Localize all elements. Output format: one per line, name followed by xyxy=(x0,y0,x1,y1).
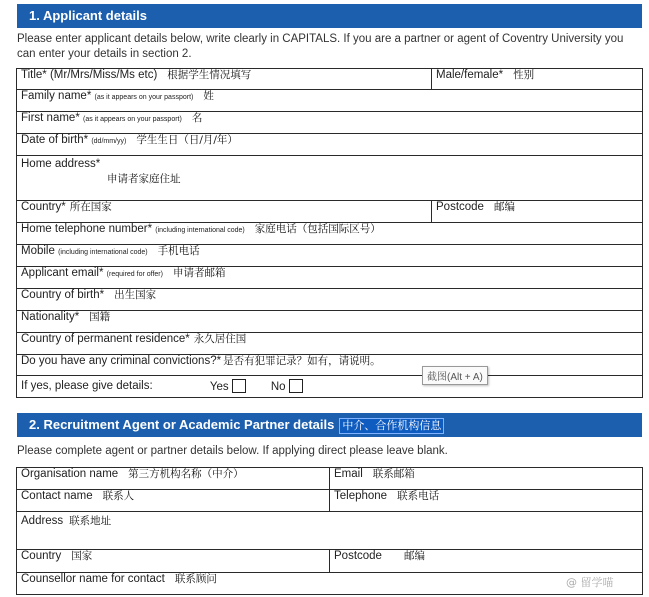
counsellor-field[interactable] xyxy=(17,573,643,595)
agent-email-field[interactable] xyxy=(330,468,643,490)
agent-address-label: Address xyxy=(21,515,64,527)
section2-intro: Please complete agent or partner details below. If applying direct please leave blank. xyxy=(17,445,448,457)
section1-heading-text: 1. Applicant details xyxy=(29,8,147,23)
email-cn: 申请者邮箱 xyxy=(172,267,226,279)
title-cn: 根据学生情况填写 xyxy=(167,69,252,81)
no-label: No xyxy=(270,380,286,393)
country-of-birth-label: Country of birth* xyxy=(21,289,105,301)
mobile-cn: 手机电话 xyxy=(157,245,200,257)
watermark: @ 留学喵 xyxy=(566,576,614,589)
org-field[interactable] xyxy=(17,468,330,490)
convictions-field[interactable] xyxy=(17,355,643,376)
convictions-cn: 是否有犯罪记录？如有，请说明。 xyxy=(223,355,381,367)
contact-field[interactable] xyxy=(17,490,330,512)
first-name-label: First name* xyxy=(21,112,80,124)
dob-field[interactable] xyxy=(17,134,643,156)
gender-label: Male/female* xyxy=(436,69,504,81)
family-name-hint: (as it appears on your passport) xyxy=(94,94,194,101)
section2-heading-cn: 中介、合作机构信息 xyxy=(342,419,442,432)
home-phone-field[interactable] xyxy=(17,223,643,245)
agent-country-cn: 国家 xyxy=(71,550,93,562)
home-address-label: Home address* xyxy=(21,158,101,170)
email-label: Applicant email* xyxy=(21,267,104,279)
dob-label: Date of birth* xyxy=(21,134,89,146)
agent-email-label: Email xyxy=(334,468,363,480)
agent-postcode-label: Postcode xyxy=(334,550,382,562)
convictions-label: Do you have any criminal convictions?* xyxy=(21,355,222,367)
no-option[interactable] xyxy=(271,381,303,393)
counsellor-cn: 联系顾问 xyxy=(174,573,217,585)
postcode-label: Postcode xyxy=(436,201,484,213)
contact-cn: 联系人 xyxy=(102,490,135,502)
agent-address-cn: 联系地址 xyxy=(69,515,112,527)
home-address-cn: 申请者家庭住址 xyxy=(107,173,181,185)
country-of-birth-cn: 出生国家 xyxy=(114,289,157,301)
gender-cn: 性别 xyxy=(513,69,535,81)
postcode-field[interactable] xyxy=(432,201,643,223)
agent-postcode-field[interactable] xyxy=(330,550,643,573)
country-cn: 所在国家 xyxy=(69,201,112,213)
agent-email-cn: 联系邮箱 xyxy=(372,468,415,480)
yes-checkbox[interactable] xyxy=(232,379,246,393)
counsellor-label: Counsellor name for contact xyxy=(21,573,165,585)
country-label: Country* xyxy=(21,201,66,213)
title-label: Title* (Mr/Mrs/Miss/Ms etc) xyxy=(21,69,158,81)
home-address-field[interactable] xyxy=(17,156,643,201)
org-label: Organisation name xyxy=(21,468,119,480)
dob-cn: 学生生日（日/月/年） xyxy=(136,134,238,146)
agent-phone-cn: 联系电话 xyxy=(397,490,440,502)
family-name-label: Family name* xyxy=(21,90,92,102)
residence-cn: 永久居住国 xyxy=(193,333,247,345)
no-checkbox[interactable] xyxy=(289,379,303,393)
residence-field[interactable] xyxy=(17,333,643,355)
family-name-cn: 姓 xyxy=(203,90,214,102)
yes-option[interactable] xyxy=(210,381,249,393)
nationality-field[interactable] xyxy=(17,311,643,333)
email-field[interactable] xyxy=(17,267,643,289)
agent-address-field[interactable] xyxy=(17,512,643,550)
details-field[interactable] xyxy=(17,376,643,398)
section1-intro: Please enter applicant details below, write clearly in CAPITALS. If you are a partner or agent of Coventry University you can enter your details in section 2. xyxy=(17,33,624,60)
postcode-cn: 邮编 xyxy=(493,201,515,213)
yes-label: Yes xyxy=(209,380,229,393)
title-field[interactable] xyxy=(17,69,432,90)
mobile-field[interactable] xyxy=(17,245,643,267)
nationality-label: Nationality* xyxy=(21,311,80,323)
agent-phone-field[interactable] xyxy=(330,490,643,512)
email-hint: (required for offer) xyxy=(106,271,163,278)
residence-label: Country of permanent residence* xyxy=(21,333,190,345)
mobile-hint: (including international code) xyxy=(58,249,148,256)
first-name-hint: (as it appears on your passport) xyxy=(83,116,182,123)
first-name-field[interactable] xyxy=(17,112,643,134)
country-field[interactable] xyxy=(17,201,432,223)
mobile-label: Mobile xyxy=(21,245,55,257)
org-cn: 第三方机构名称（中介） xyxy=(128,468,244,480)
gender-field[interactable] xyxy=(432,69,643,90)
agent-details-table xyxy=(16,467,643,595)
applicant-details-table xyxy=(16,68,643,398)
section2-heading xyxy=(17,413,642,437)
family-name-field[interactable] xyxy=(17,90,643,112)
section1-heading xyxy=(17,4,642,28)
agent-postcode-cn: 邮编 xyxy=(403,550,425,562)
dob-hint: (dd/mm/yy) xyxy=(91,138,127,145)
agent-phone-label: Telephone xyxy=(334,490,388,502)
screenshot-tooltip: 截图(Alt + A) xyxy=(422,366,488,385)
contact-label: Contact name xyxy=(21,490,93,502)
home-phone-cn: 家庭电话（包括国际区号） xyxy=(254,223,381,235)
home-phone-hint: (including international code) xyxy=(155,227,245,234)
details-label: If yes, please give details: xyxy=(21,380,153,393)
country-of-birth-field[interactable] xyxy=(17,289,643,311)
home-phone-label: Home telephone number* xyxy=(21,223,153,235)
agent-country-label: Country xyxy=(21,550,62,562)
section2-heading-text: 2. Recruitment Agent or Academic Partner details xyxy=(29,417,335,432)
first-name-cn: 名 xyxy=(191,112,203,124)
nationality-cn: 国籍 xyxy=(89,311,111,323)
agent-country-field[interactable] xyxy=(17,550,330,573)
